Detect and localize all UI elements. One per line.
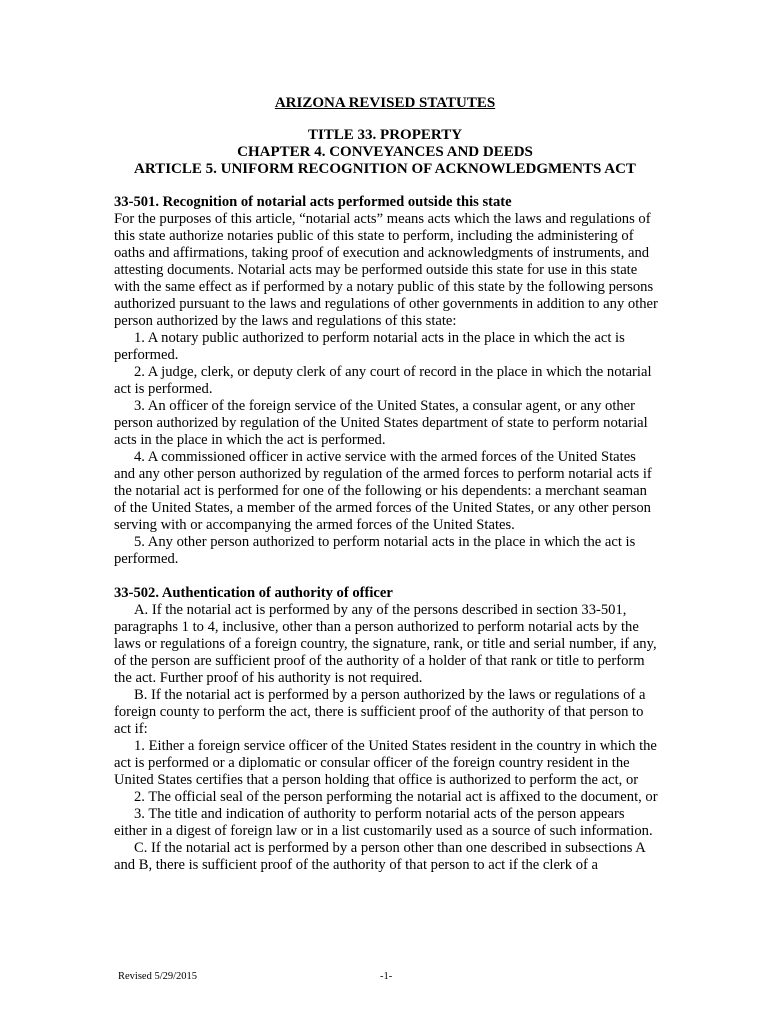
paragraph: A. If the notarial act is performed by any of the persons described in section 33-501, paragraphs 1 to 4, inclusive, other than a person authorized to perform notarial acts by the laws or regulations of a foreign country, the signature, rank, or title and serial number, if any, of the person are sufficient proof of the authority of a holder of that rank or title to perform the act. Further proof of his authority is not required. — [114, 602, 657, 686]
section-heading: 33-502. Authentication of authority of officer — [114, 585, 393, 601]
section-33-501 — [114, 194, 659, 568]
chapter-heading: CHAPTER 4. CONVEYANCES AND DEEDS — [237, 144, 533, 160]
page-number: -1- — [380, 971, 393, 982]
document-body — [114, 194, 659, 874]
section-33-502 — [114, 585, 659, 874]
paragraph: 5. Any other person authorized to perform notarial acts in the place in which the act is performed. — [114, 534, 636, 567]
paragraph: 3. An officer of the foreign service of the United States, a consular agent, or any other person authorized by regulation of the United States department of state to perform notarial acts in the place in which the act is performed. — [114, 398, 648, 448]
paragraph: 2. The official seal of the person performing the notarial act is affixed to the document, or — [134, 789, 658, 805]
paragraph: For the purposes of this article, “notarial acts” means acts which the laws and regulations of this state authorize notaries public of this state to perform, including the administering of oaths and affirmations, taking proof of execution and acknowledgments of instruments, and attesting documents. Notarial acts may be performed outside this state for use in this state with the same effect as if performed by a notary public of this state by the following persons authorized pursuant to the laws and regulations of other governments in addition to any other person authorized by the laws and regulations of this state: — [114, 211, 658, 329]
paragraph: 1. A notary public authorized to perform notarial acts in the place in which the act is performed. — [114, 330, 625, 363]
paragraph: 4. A commissioned officer in active service with the armed forces of the United States and any other person authorized by regulation of the armed forces to perform notarial acts if the notarial act is performed for one of the following or his dependents: a merchant seaman of the United States, a member of the armed forces of the United States, or any other person serving with or accompanying the armed forces of the United States. — [114, 449, 652, 533]
paragraph: 3. The title and indication of authority to perform notarial acts of the person appears either in a digest of foreign law or in a list customarily used as a source of such information. — [114, 806, 653, 839]
section-spacer — [114, 568, 659, 585]
paragraph: 2. A judge, clerk, or deputy clerk of any court of record in the place in which the notarial act is performed. — [114, 364, 652, 397]
paragraph: B. If the notarial act is performed by a person authorized by the laws or regulations of a foreign county to perform the act, there is sufficient proof of the authority of that person to act if: — [114, 687, 646, 737]
revision-date: Revised 5/29/2015 — [118, 971, 198, 982]
document-title: ARIZONA REVISED STATUTES — [274, 95, 496, 111]
section-heading: 33-501. Recognition of notarial acts performed outside this state — [114, 194, 512, 210]
page-footer — [118, 970, 658, 984]
paragraph: C. If the notarial act is performed by a person other than one described in subsections A and B, there is sufficient proof of the authority of that person to act if the clerk of a — [114, 840, 646, 873]
title-heading: TITLE 33. PROPERTY — [307, 127, 463, 143]
article-heading: ARTICLE 5. UNIFORM RECOGNITION OF ACKNOWLEDGMENTS ACT — [134, 161, 636, 177]
document-headings — [0, 127, 770, 178]
paragraph: 1. Either a foreign service officer of the United States resident in the country in which the act is performed or a diplomatic or consular officer of the foreign country resident in the United States certifies that a person holding that office is authorized to perform the act, or — [114, 738, 657, 788]
